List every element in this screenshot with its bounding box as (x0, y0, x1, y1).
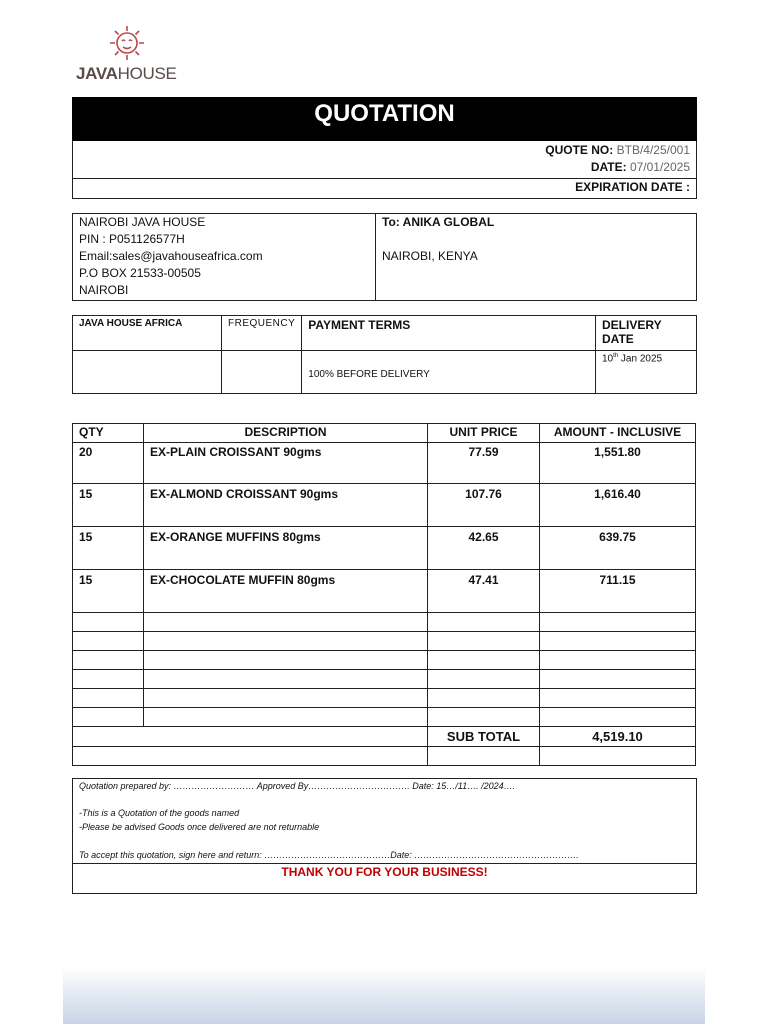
subtotal-label: SUB TOTAL (428, 727, 540, 747)
subtotal-row (73, 727, 696, 747)
thank-you-message: THANK YOU FOR YOUR BUSINESS! (72, 862, 697, 894)
qty-cell: 20 (73, 443, 144, 484)
quote-info-box (72, 141, 697, 179)
qty-cell: 15 (73, 570, 144, 613)
table-row (73, 443, 696, 484)
qty-cell: 15 (73, 527, 144, 570)
description-header: DESCRIPTION (144, 424, 428, 443)
delivery-date-label: DELIVERY DATE (596, 316, 697, 351)
seller-line: PIN : P051126577H (79, 232, 185, 246)
seller-details (73, 214, 376, 301)
description-cell: EX-PLAIN CROISSANT 90gms (144, 443, 428, 484)
empty-row (73, 670, 696, 689)
seller-line: NAIROBI (79, 283, 129, 297)
seller-line: P.O BOX 21533-00505 (79, 266, 201, 280)
amount-cell: 1,551.80 (540, 443, 696, 484)
terms-table (72, 315, 697, 394)
description-cell: EX-CHOCOLATE MUFFIN 80gms (144, 570, 428, 613)
notes-box (72, 778, 697, 864)
unit-price-header: UNIT PRICE (428, 424, 540, 443)
empty-row (73, 613, 696, 632)
unit-price-cell: 47.41 (428, 570, 540, 613)
java-house-logo (76, 22, 186, 86)
empty-row (73, 708, 696, 727)
sun-face-icon (105, 22, 149, 64)
description-cell: EX-ORANGE MUFFINS 80gms (144, 527, 428, 570)
amount-cell: 1,616.40 (540, 484, 696, 527)
note-line: -Please be advised Goods once delivered are not returnable (79, 822, 320, 832)
description-cell: EX-ALMOND CROISSANT 90gms (144, 484, 428, 527)
quote-no-line: QUOTE NO: BTB/4/25/001 (545, 143, 690, 157)
qty-header: QTY (73, 424, 144, 443)
payment-terms-value: 100% BEFORE DELIVERY (302, 351, 596, 394)
unit-price-cell: 77.59 (428, 443, 540, 484)
qty-cell: 15 (73, 484, 144, 527)
empty-row (73, 632, 696, 651)
footer-gradient (63, 968, 705, 1024)
amount-cell: 711.15 (540, 570, 696, 613)
prepared-by-line: Quotation prepared by: ……………………… Approved By……………………………. Date: 15…/11…. /2024…. (79, 781, 516, 791)
seller-line: NAIROBI JAVA HOUSE (79, 215, 206, 229)
page-title: QUOTATION (72, 97, 697, 141)
empty-row (73, 651, 696, 670)
seller-line: Email:sales@javahouseafrica.com (79, 249, 263, 263)
company-value (73, 351, 222, 394)
buyer-details (376, 214, 697, 301)
frequency-value (222, 351, 302, 394)
amount-header: AMOUNT - INCLUSIVE (540, 424, 696, 443)
table-row (73, 527, 696, 570)
items-table (72, 423, 696, 766)
unit-price-cell: 107.76 (428, 484, 540, 527)
note-line: -This is a Quotation of the goods named (79, 808, 240, 818)
frequency-label: FREQUENCY (222, 316, 302, 351)
amount-cell: 639.75 (540, 527, 696, 570)
company-label: JAVA HOUSE AFRICA (73, 316, 222, 351)
buyer-location: NAIROBI, KENYA (382, 249, 478, 263)
payment-terms-label: PAYMENT TERMS (302, 316, 596, 351)
expiration-box (72, 178, 697, 199)
subtotal-value: 4,519.10 (540, 727, 696, 747)
buyer-name: To: ANIKA GLOBAL (382, 215, 495, 229)
delivery-date-value: 10th Jan 2025 (596, 351, 697, 394)
date-line: DATE: 07/01/2025 (590, 160, 690, 174)
table-row (73, 570, 696, 613)
empty-row (73, 689, 696, 708)
unit-price-cell: 42.65 (428, 527, 540, 570)
logo-wordmark: JAVAHOUSE (76, 64, 177, 83)
accept-line: To accept this quotation, sign here and return: ……………………………………Date: ………………………………………………. (79, 850, 579, 860)
parties-table (72, 213, 697, 301)
expiration-line: EXPIRATION DATE : (575, 180, 690, 194)
empty-row (73, 747, 696, 766)
table-row (73, 484, 696, 527)
